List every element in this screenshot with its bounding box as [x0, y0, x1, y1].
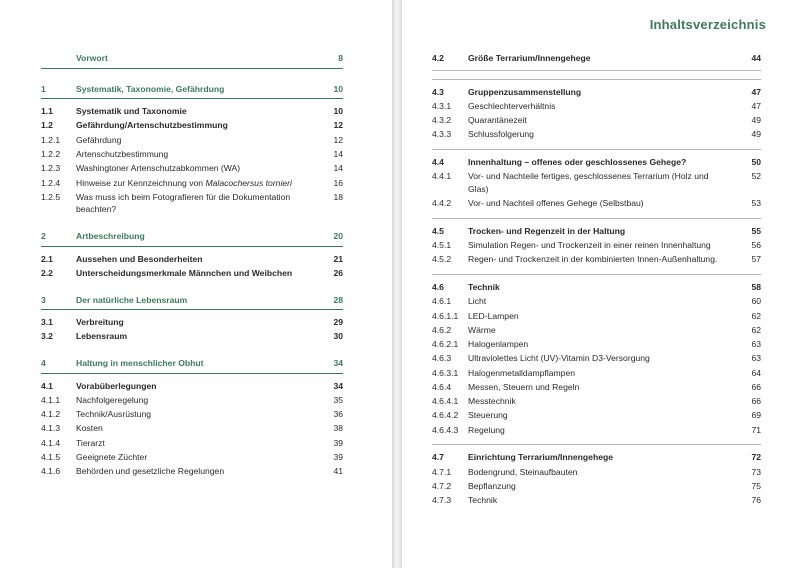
toc-entry[interactable]	[432, 100, 761, 113]
toc-entry-number: 3.1	[41, 317, 53, 328]
toc-entry-title: Was muss ich beim Fotografieren für die Dokumentation beachten?	[76, 191, 291, 215]
left-page	[0, 0, 392, 568]
toc-entry-title: Halogenlampen	[468, 339, 529, 350]
toc-entry-page: 34	[333, 358, 343, 368]
toc-entry-page: 57	[751, 254, 761, 265]
toc-entry[interactable]	[432, 381, 761, 394]
toc-entry[interactable]	[432, 218, 761, 238]
toc-entry-number: 4.5.1	[432, 240, 452, 251]
toc-entry[interactable]	[41, 316, 343, 329]
toc-entry-page: 12	[333, 134, 343, 145]
toc-entry[interactable]	[432, 197, 761, 210]
toc-entry-number: 4.3	[432, 86, 444, 97]
toc-entry-page: 62	[751, 324, 761, 335]
toc-entry-page: 62	[751, 310, 761, 321]
toc-entry-title: Innenhaltung – offenes oder geschlossenes Gehege?	[468, 157, 687, 168]
toc-entry-number: 4.6.4	[432, 381, 452, 392]
toc-entry-number: 1.2.1	[41, 134, 61, 145]
toc-entry[interactable]	[41, 394, 343, 407]
toc-entry-page: 41	[333, 466, 343, 477]
toc-entry-page: 55	[751, 225, 761, 236]
toc-entry-title: Messtechnik	[468, 396, 516, 407]
toc-entry-page: 8	[338, 53, 343, 63]
toc-entry-page: 29	[333, 317, 343, 328]
toc-entry-number: 4	[41, 358, 46, 368]
toc-entry-page: 66	[751, 381, 761, 392]
toc-entry-title: Gefährdung	[76, 134, 122, 145]
toc-entry-page: 26	[333, 267, 343, 278]
toc-entry[interactable]	[41, 191, 343, 216]
toc-entry-page: 18	[333, 191, 343, 202]
toc-entry[interactable]	[432, 395, 761, 408]
toc-entry-page: 20	[333, 231, 343, 242]
toc-entry-title: Technik/Ausrüstung	[76, 409, 151, 420]
toc-entry-page: 10	[333, 106, 343, 117]
toc-entry-title: Geeignete Züchter	[76, 452, 148, 462]
toc-entry[interactable]	[432, 494, 761, 507]
toc-entry[interactable]	[432, 274, 761, 294]
toc-right-column	[432, 52, 761, 508]
toc-entry-number: 1.2.4	[41, 177, 61, 188]
toc-entry-number: 4.1.6	[41, 466, 61, 477]
toc-entry-number: 4.1.1	[41, 394, 61, 405]
toc-entry[interactable]	[432, 114, 761, 127]
toc-entry-number: 4.1	[41, 380, 53, 391]
toc-entry-page: 39	[333, 452, 343, 462]
toc-entry-title: Technik	[468, 281, 500, 292]
toc-entry-title: Vor- und Nachteile fertiges, geschlossenes Terrarium (Holz und Glas)	[468, 171, 709, 194]
toc-entry[interactable]	[41, 451, 343, 464]
toc-entry-title: Vorabüberlegungen	[76, 380, 157, 391]
toc-entry[interactable]	[432, 338, 761, 351]
toc-entry[interactable]	[432, 239, 761, 252]
toc-entry-title: Schlussfolgerung	[468, 129, 534, 140]
toc-entry[interactable]	[432, 295, 761, 308]
toc-left-column	[41, 52, 343, 480]
toc-entry-number: 2.1	[41, 253, 53, 264]
toc-entry-title: Aussehen und Besonderheiten	[76, 253, 203, 264]
toc-entry-title: Licht	[468, 296, 487, 307]
toc-entry-title: Nachfolgeregelung	[76, 394, 149, 405]
toc-entry[interactable]	[432, 324, 761, 337]
toc-entry[interactable]	[41, 408, 343, 421]
toc-entry[interactable]	[432, 149, 761, 169]
toc-entry-page: 58	[751, 281, 761, 292]
toc-entry-page: 63	[751, 339, 761, 350]
toc-entry-number: 3	[41, 294, 46, 305]
toc-entry-title: Bepflanzung	[468, 480, 516, 491]
toc-entry-title: Washingtoner Artenschutzabkommen (WA)	[76, 163, 241, 174]
toc-entry-page: 38	[333, 423, 343, 434]
toc-entry[interactable]	[432, 466, 761, 479]
toc-entry-number: 4.5	[432, 225, 444, 236]
toc-entry[interactable]	[41, 267, 343, 280]
toc-entry[interactable]	[41, 52, 343, 69]
toc-entry-number: 4.1.5	[41, 452, 61, 462]
toc-entry-page: 47	[751, 86, 761, 97]
toc-entry[interactable]	[41, 134, 343, 147]
toc-entry-title-text: Hinweise zur Kennzeichnung von	[76, 177, 206, 188]
toc-entry[interactable]	[41, 83, 343, 100]
toc-entry[interactable]	[41, 330, 343, 343]
toc-entry[interactable]	[432, 253, 761, 266]
toc-entry-page: 69	[751, 410, 761, 421]
toc-entry-title: Geschlechterverhältnis	[468, 100, 556, 111]
toc-entry-title: Messen, Steuern und Regeln	[468, 381, 580, 392]
toc-entry[interactable]	[41, 162, 343, 175]
toc-entry[interactable]	[432, 367, 761, 380]
toc-entry-number: 4.6.4.2	[432, 410, 459, 421]
toc-entry-title: Technik	[468, 495, 498, 506]
toc-entry[interactable]	[41, 465, 343, 478]
toc-entry-number: 1.2.2	[41, 149, 61, 160]
toc-entry[interactable]	[432, 352, 761, 365]
toc-entry-title: Vorwort	[76, 53, 108, 63]
toc-entry[interactable]	[41, 357, 343, 374]
toc-entry-title: Größe Terrarium/Innengehege	[468, 53, 591, 63]
toc-entry-page: 14	[333, 149, 343, 160]
toc-entry-page: 49	[751, 129, 761, 140]
toc-entry-title: Bodengrund, Steinaufbauten	[468, 466, 578, 477]
toc-entry-title	[76, 177, 315, 190]
toc-entry[interactable]	[41, 380, 343, 393]
toc-entry[interactable]	[432, 444, 761, 464]
toc-entry-number: 4.1.2	[41, 409, 61, 420]
toc-entry[interactable]	[432, 52, 761, 71]
toc-entry-page: 14	[333, 163, 343, 174]
toc-entry-page: 63	[751, 353, 761, 364]
toc-entry[interactable]	[432, 170, 761, 195]
toc-entry-page: 66	[751, 396, 761, 407]
toc-entry-page: 39	[333, 437, 343, 448]
toc-entry-number: 4.1.3	[41, 423, 61, 434]
toc-entry-page: 72	[751, 452, 761, 463]
toc-entry-page: 73	[751, 466, 761, 477]
toc-entry-title: Verbreitung	[76, 317, 124, 328]
toc-entry[interactable]	[41, 437, 343, 450]
toc-entry-page: 52	[751, 171, 761, 182]
toc-entry-page: 28	[333, 294, 343, 305]
toc-entry-title: Unterscheidungsmerkmale Männchen und Weibchen	[76, 267, 293, 278]
toc-entry-number: 4.4	[432, 157, 444, 168]
toc-entry[interactable]	[432, 310, 761, 323]
toc-entry[interactable]	[432, 128, 761, 141]
toc-entry-page: 64	[751, 367, 761, 378]
toc-entry-page: 50	[751, 157, 761, 168]
toc-entry-number: 1.2	[41, 120, 53, 131]
toc-entry[interactable]	[41, 119, 343, 132]
toc-entry-page: 47	[751, 100, 761, 111]
toc-entry-title: Systematik und Taxonomie	[76, 106, 187, 117]
toc-entry-title: LED-Lampen	[468, 310, 519, 321]
toc-entry[interactable]	[41, 177, 343, 190]
page-title: Inhaltsverzeichnis	[649, 17, 766, 32]
toc-entry-number: 4.4.1	[432, 171, 452, 182]
toc-entry-page: 34	[333, 380, 343, 391]
toc-entry-title: Vor- und Nachteil offenes Gehege (Selbstbau)	[468, 198, 644, 209]
toc-entry-number: 4.4.2	[432, 198, 452, 209]
toc-entry[interactable]	[41, 422, 343, 435]
toc-entry[interactable]	[41, 230, 343, 247]
toc-entry-title: Kosten	[76, 423, 103, 434]
toc-entry-title: Haltung in menschlicher Obhut	[76, 358, 204, 368]
toc-entry-page: 36	[333, 409, 343, 420]
toc-entry-number: 4.6	[432, 281, 444, 292]
toc-entry-title: Artbeschreibung	[76, 231, 145, 242]
toc-entry-number: 4.3.3	[432, 129, 452, 140]
right-page	[402, 0, 800, 568]
toc-entry-title-species: Malacochersus tornieri	[205, 177, 292, 188]
toc-entry-number: 4.6.3.1	[432, 367, 459, 378]
toc-entry-page: 12	[333, 120, 343, 131]
toc-entry-title: Regen- und Trockenzeit in der kombinierten Innen-Außenhaltung.	[468, 254, 718, 265]
toc-entry-number: 4.6.4.3	[432, 424, 459, 435]
toc-entry-number: 4.6.4.1	[432, 396, 459, 407]
toc-entry[interactable]	[432, 424, 761, 437]
toc-entry-title: Lebensraum	[76, 331, 128, 342]
toc-entry-number: 4.6.2	[432, 324, 452, 335]
toc-entry-number: 4.6.3	[432, 353, 452, 364]
toc-entry-title: Der natürliche Lebensraum	[76, 294, 188, 305]
toc-entry-number: 2.2	[41, 267, 53, 278]
toc-entry-number: 4.7	[432, 452, 444, 463]
toc-entry[interactable]	[432, 409, 761, 422]
toc-entry-title: Gefährdung/Artenschutzbestimmung	[76, 120, 228, 131]
toc-entry-title: Ultraviolettes Licht (UV)-Vitamin D3-Versorgung	[468, 353, 650, 364]
toc-entry-page: 71	[751, 424, 761, 435]
toc-entry-number: 4.7.1	[432, 466, 452, 477]
toc-entry-number: 4.3.2	[432, 115, 452, 126]
toc-entry-page: 75	[751, 480, 761, 491]
toc-entry-title: Einrichtung Terrarium/Innengehege	[468, 452, 613, 463]
toc-entry-number: 4.3.1	[432, 100, 452, 111]
toc-entry[interactable]	[432, 79, 761, 99]
toc-entry-page: 16	[333, 177, 343, 188]
toc-entry-title: Steuerung	[468, 410, 508, 421]
toc-entry-title: Trocken- und Regenzeit in der Haltung	[468, 225, 626, 236]
toc-entry-page: 53	[751, 198, 761, 209]
toc-entry-number: 4.6.1.1	[432, 310, 459, 321]
toc-entry-number: 4.1.4	[41, 437, 61, 448]
toc-entry-title: Artenschutzbestimmung	[76, 149, 169, 160]
toc-entry-title: Quarantänezeit	[468, 115, 527, 126]
toc-entry-title: Tierarzt	[76, 437, 105, 448]
toc-entry-number: 4.6.2.1	[432, 339, 459, 350]
toc-entry-title: Behörden und gesetzliche Regelungen	[76, 466, 225, 477]
toc-entry-number: 4.7.2	[432, 480, 452, 491]
toc-entry[interactable]	[41, 253, 343, 266]
toc-entry-page: 21	[333, 253, 343, 264]
toc-entry[interactable]	[41, 294, 343, 311]
toc-entry-number: 1.2.5	[41, 191, 61, 202]
toc-entry-title: Halogenmetalldampflampen	[468, 367, 576, 378]
toc-entry-page: 49	[751, 115, 761, 126]
toc-entry-title: Gruppenzusammenstellung	[468, 86, 582, 97]
toc-entry-page: 30	[333, 331, 343, 342]
toc-entry[interactable]	[41, 148, 343, 161]
toc-entry-page: 44	[751, 53, 761, 63]
toc-entry-number: 4.7.3	[432, 495, 452, 506]
toc-entry-number: 2	[41, 231, 46, 242]
toc-entry-number: 4.2	[432, 53, 444, 63]
toc-entry[interactable]	[41, 105, 343, 118]
toc-entry-number: 1.2.3	[41, 163, 61, 174]
toc-entry-number: 4.5.2	[432, 254, 452, 265]
toc-entry-title: Systematik, Taxonomie, Gefährdung	[76, 83, 225, 94]
toc-entry-number: 4.6.1	[432, 296, 452, 307]
toc-entry-number: 1.1	[41, 106, 53, 117]
toc-entry-page: 35	[333, 394, 343, 405]
toc-entry-page: 10	[333, 83, 343, 94]
toc-entry-title: Regelung	[468, 424, 505, 435]
toc-entry-number: 1	[41, 83, 46, 94]
toc-entry-page: 60	[751, 296, 761, 307]
toc-entry-page: 76	[751, 495, 761, 506]
toc-entry[interactable]	[432, 480, 761, 493]
toc-entry-page: 56	[751, 240, 761, 251]
book-gutter	[392, 0, 402, 568]
toc-entry-title: Simulation Regen- und Trockenzeit in einer reinen Innenhaltung	[468, 240, 711, 251]
toc-entry-number: 3.2	[41, 331, 53, 342]
toc-entry-title: Wärme	[468, 324, 496, 335]
